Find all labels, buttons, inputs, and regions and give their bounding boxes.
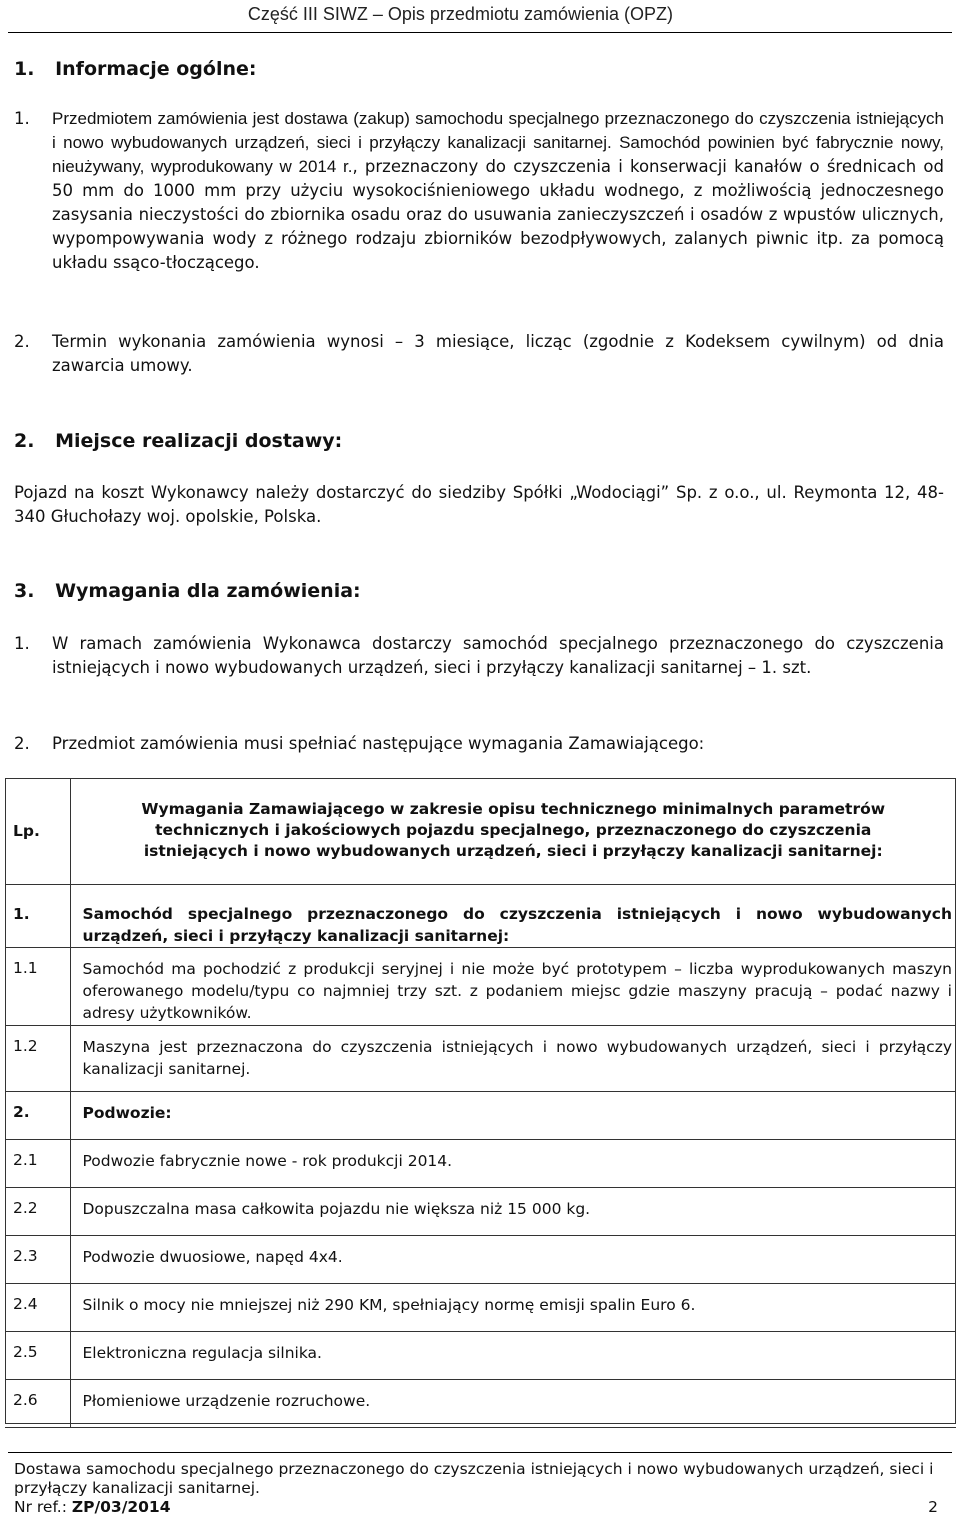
footer-description bbox=[14, 1460, 944, 1498]
row-requirement-text: Elektroniczna regulacja silnika. bbox=[70, 1331, 956, 1379]
section-3-number: 3. bbox=[14, 580, 35, 602]
row-requirement-text: Samochód ma pochodzić z produkcji seryjnej i nie może być prototypem – liczba wyprodukowanych maszyn oferowanego modelu/typu co najmniej trzy szt. z podaniem miejsc gdzie maszyny pracują – podać nazwy i adresy użytkowników. bbox=[70, 947, 956, 1025]
table-header-row bbox=[5, 778, 956, 884]
section-1-heading bbox=[14, 58, 257, 80]
section-3-paragraph-1: W ramach zamówienia Wykonawca dostarczy samochód specjalnego przeznaczonego do czyszczenia istniejących i nowo wybudowanych urządzeń, sieci i przyłączy kanalizacji sanitarnej – 1. szt. bbox=[52, 634, 944, 677]
row-number: 2.2 bbox=[5, 1187, 70, 1235]
row-number: 2.5 bbox=[5, 1331, 70, 1379]
row-number: 1.1 bbox=[5, 947, 70, 1025]
section-2-number: 2. bbox=[14, 430, 35, 452]
section-1-title: Informacje ogólne: bbox=[55, 58, 257, 80]
table-row bbox=[5, 947, 956, 1025]
section-2-text: Pojazd na koszt Wykonawcy należy dostarczyć do siedziby Spółki „Wodociągi” Sp. z o.o., ul. Reymonta 12, 48-340 Głuchołazy woj. opolskie, Polska. bbox=[14, 483, 944, 526]
row-requirement-text: Dopuszczalna masa całkowita pojazdu nie większa niż 15 000 kg. bbox=[70, 1187, 956, 1235]
row-number: 2. bbox=[5, 1091, 70, 1139]
row-requirement-text: Podwozie: bbox=[70, 1091, 956, 1139]
row-number: 2.3 bbox=[5, 1235, 70, 1283]
row-requirement-text: Silnik o mocy nie mniejszej niż 290 KM, spełniający normę emisji spalin Euro 6. bbox=[70, 1283, 956, 1331]
footer-ref-label: Nr ref.: bbox=[14, 1498, 72, 1516]
section-3-p2-number: 2. bbox=[14, 734, 30, 753]
footer-reference bbox=[14, 1498, 171, 1517]
footer-line-2: przyłączy kanalizacji sanitarnej. bbox=[14, 1479, 260, 1497]
section-1-paragraph-1-part-b: , przeznaczony do czyszczenia i konserwacji kanałów o średnicach od 50 mm do 1000 mm przy użyciu wysokociśnieniowego układu wodnego, z możliwością jednoczesnego zasysania nieczystości do zbiornika osadu oraz do usuwania zanieczyszczeń i osadów z wpustów ulicznych, wypompowywania wody z różnego rodzaju zbiorników bezodpływowych, zalanych piwnic itp. za pomocą układu ssąco-tłoczącego. bbox=[52, 157, 944, 272]
table-row bbox=[5, 1139, 956, 1187]
column-header-lp: Lp. bbox=[5, 778, 70, 884]
row-number: 1. bbox=[5, 884, 70, 947]
table-row bbox=[5, 1187, 956, 1235]
section-3-paragraph-2: Przedmiot zamówienia musi spełniać następujące wymagania Zamawiającego: bbox=[52, 734, 705, 753]
row-number: 2.1 bbox=[5, 1139, 70, 1187]
table-row bbox=[5, 884, 956, 947]
footer-ref-value: ZP/03/2014 bbox=[71, 1498, 171, 1516]
section-2-title: Miejsce realizacji dostawy: bbox=[55, 430, 343, 452]
row-number: 2.6 bbox=[5, 1379, 70, 1427]
requirements-table-body bbox=[5, 884, 956, 1427]
row-number: 2.4 bbox=[5, 1283, 70, 1331]
row-requirement-text: Podwozie fabrycznie nowe - rok produkcji 2014. bbox=[70, 1139, 956, 1187]
table-row bbox=[5, 1331, 956, 1379]
footer-line-1: Dostawa samochodu specjalnego przeznaczonego do czyszczenia istniejących i nowo wybudowanych urządzeń, sieci i bbox=[14, 1460, 934, 1478]
section-3-p1-number: 1. bbox=[14, 634, 30, 653]
section-1-paragraph-1 bbox=[52, 107, 944, 275]
column-header-requirements: Wymagania Zamawiającego w zakresie opisu technicznego minimalnych parametrów technicznych i jakościowych pojazdu specjalnego, przeznaczonego do czyszczenia istniejących i nowo wybudowanych urządzeń, sieci i przyłączy kanalizacji sanitarnej: bbox=[70, 778, 956, 884]
section-2-heading bbox=[14, 430, 342, 452]
row-requirement-text: Maszyna jest przeznaczona do czyszczenia istniejących i nowo wybudowanych urządzeń, sieci i przyłączy kanalizacji sanitarnej. bbox=[70, 1025, 956, 1091]
document-header-title: Część III SIWZ – Opis przedmiotu zamówienia (OPZ) bbox=[247, 4, 673, 24]
table-row bbox=[5, 1091, 956, 1139]
section-1-p1-number: 1. bbox=[14, 109, 30, 128]
row-requirement-text: Samochód specjalnego przeznaczonego do czyszczenia istniejących i nowo wybudowanych urządzeń, sieci i przyłączy kanalizacji sanitarnej: bbox=[70, 884, 956, 947]
table-row bbox=[5, 1379, 956, 1427]
row-number: 1.2 bbox=[5, 1025, 70, 1091]
page-number: 2 bbox=[928, 1498, 938, 1516]
table-row bbox=[5, 1235, 956, 1283]
header-divider bbox=[8, 32, 952, 33]
footer-divider bbox=[8, 1452, 952, 1453]
section-1-p2-number: 2. bbox=[14, 332, 30, 351]
section-1-paragraph-2: Termin wykonania zamówienia wynosi – 3 miesiące, licząc (zgodnie z Kodeksem cywilnym) od dnia zawarcia umowy. bbox=[52, 332, 944, 375]
section-3-heading bbox=[14, 580, 361, 602]
table-row bbox=[5, 1283, 956, 1331]
row-requirement-text: Podwozie dwuosiowe, napęd 4x4. bbox=[70, 1235, 956, 1283]
section-1-number: 1. bbox=[14, 58, 35, 80]
section-1-paragraph-1-part-a: Przedmiotem zamówienia jest dostawa (zakup) samochodu specjalnego przeznaczonego do czyszczenia istniejących i nowo wybudowanych urządzeń, sieci i przyłączy kanalizacji sanitarnej. Samochód powinien być fabrycznie nowy, nieużywany, wyprodukowany w 2014 r. bbox=[52, 109, 944, 176]
section-3-title: Wymagania dla zamówienia: bbox=[55, 580, 361, 602]
row-requirement-text: Płomieniowe urządzenie rozruchowe. bbox=[70, 1379, 956, 1427]
requirements-table bbox=[5, 778, 956, 1428]
table-row bbox=[5, 1025, 956, 1091]
